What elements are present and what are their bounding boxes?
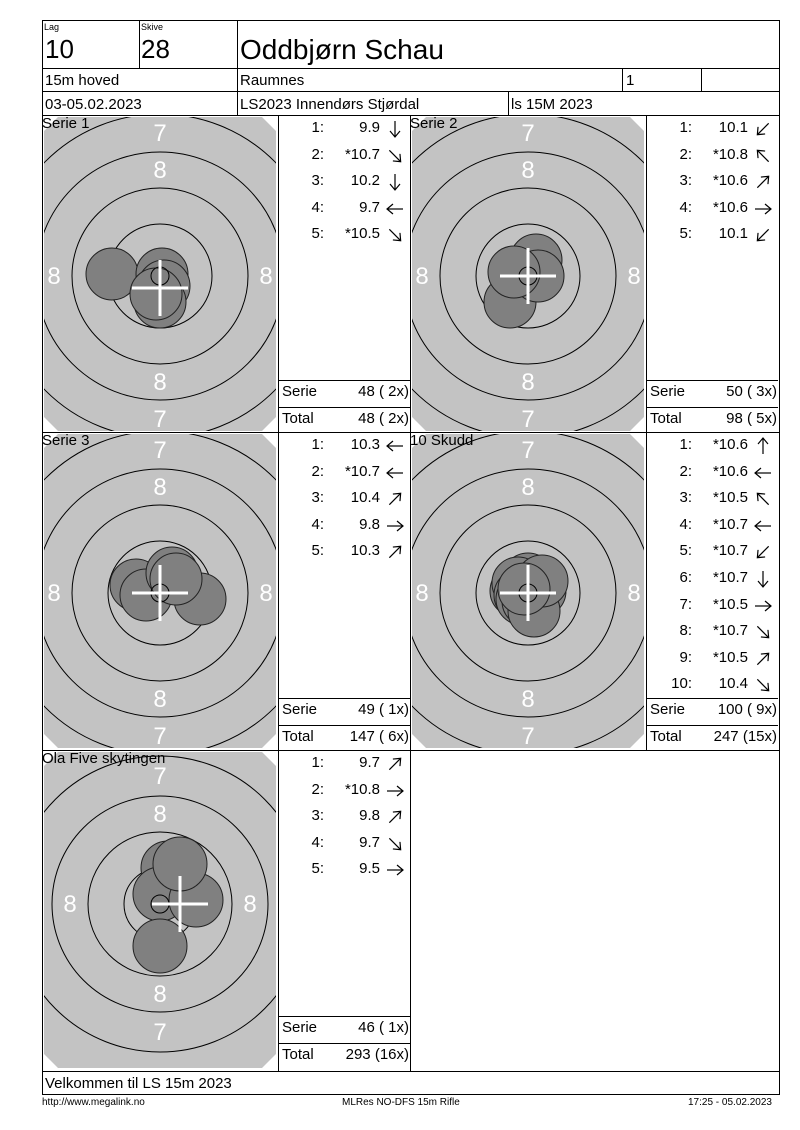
shot-score: 10.4 <box>718 675 748 693</box>
shot-row <box>280 225 412 251</box>
ring-number-label: 8 <box>627 580 641 607</box>
ring-number-label: 8 <box>153 686 167 713</box>
welcome-message: Velkommen til LS 15m 2023 <box>45 1075 232 1092</box>
shot-score: 9.7 <box>359 833 380 851</box>
shot-score: 9.5 <box>359 860 380 878</box>
direction-arrow-icon <box>384 781 406 801</box>
total-value: 293 (16x) <box>345 1046 409 1063</box>
ring-number-label: 8 <box>521 686 535 713</box>
direction-arrow-icon <box>384 860 406 880</box>
ring-number-label: 8 <box>415 580 429 607</box>
shot-row <box>648 596 780 622</box>
panel-title: Ola Five skytingen <box>42 750 166 767</box>
panel-title: Serie 1 <box>42 115 90 132</box>
direction-arrow-icon <box>752 436 774 456</box>
shot-score: *10.5 <box>344 225 380 243</box>
shot-row <box>648 436 780 462</box>
shot-score: *10.7 <box>344 462 380 480</box>
direction-arrow-icon <box>384 489 406 509</box>
shot-row <box>648 146 780 172</box>
ring-number-label: 7 <box>153 406 167 431</box>
lag-value: 10 <box>45 34 74 64</box>
direction-arrow-icon <box>752 596 774 616</box>
direction-arrow-icon <box>384 436 406 456</box>
serie-label: Serie <box>282 1019 318 1036</box>
event-date: 03-05.02.2023 <box>45 96 142 113</box>
total-row <box>647 410 779 436</box>
shot-number: 2: <box>311 462 324 480</box>
direction-arrow-icon <box>752 622 774 642</box>
total-value: 147 ( 6x) <box>349 728 409 745</box>
shot-number: 1: <box>311 436 324 453</box>
serie-value: 46 ( 1x) <box>358 1019 409 1036</box>
shot-number: 5: <box>311 860 324 878</box>
shot-row <box>280 834 412 860</box>
footer-system: MLRes NO-DFS 15m Rifle <box>342 1097 460 1108</box>
shot-score: 10.2 <box>350 172 380 190</box>
ring-number-label: 8 <box>63 891 77 918</box>
shot-number: 1: <box>679 119 692 136</box>
direction-arrow-icon <box>384 834 406 854</box>
serie-row <box>279 383 411 409</box>
shot-score: 9.9 <box>359 119 380 136</box>
shot-row <box>648 622 780 648</box>
direction-arrow-icon <box>752 225 774 245</box>
shot-score: 10.4 <box>350 489 380 507</box>
panel-title: 10 Skudd <box>410 432 474 449</box>
shot-number: 3: <box>311 172 324 190</box>
shot-score: 10.1 <box>718 225 748 243</box>
shot-number: 10: <box>671 675 692 693</box>
shot-row <box>648 225 780 251</box>
total-value: 48 ( 2x) <box>358 410 409 427</box>
panel-title: Serie 3 <box>42 432 90 449</box>
ring-number-label: 7 <box>153 437 167 464</box>
shot-row <box>280 119 412 145</box>
total-row <box>279 410 411 436</box>
competition-name: ls 15M 2023 <box>511 96 593 113</box>
direction-arrow-icon <box>384 807 406 827</box>
shot-hole <box>498 563 550 615</box>
shot-row <box>648 569 780 595</box>
shot-score: *10.6 <box>712 172 748 190</box>
skive-label: Skive <box>141 22 164 32</box>
shot-number: 1: <box>311 754 324 771</box>
club-name: Raumnes <box>240 72 305 89</box>
ring-number-label: 7 <box>153 1019 167 1046</box>
shot-score: *10.5 <box>712 489 748 507</box>
shot-number: 5: <box>311 225 324 243</box>
ring-number-label: 7 <box>521 120 535 147</box>
shot-score: 10.3 <box>350 542 380 560</box>
event-name: LS2023 Innendørs Stjørdal <box>240 96 420 113</box>
shot-number: 8: <box>679 622 692 640</box>
target-1 <box>44 117 276 431</box>
shot-score: 10.1 <box>718 119 748 136</box>
direction-arrow-icon <box>752 516 774 536</box>
class-name: 15m hoved <box>45 72 120 89</box>
shot-row <box>280 489 412 515</box>
shot-score: *10.6 <box>712 462 748 480</box>
lag-label: Lag <box>44 22 60 32</box>
shot-score: *10.7 <box>712 569 748 586</box>
serie-row <box>279 1019 411 1045</box>
shot-row <box>280 436 412 462</box>
total-row <box>279 1046 411 1072</box>
direction-arrow-icon <box>752 489 774 509</box>
ring-number-label: 7 <box>153 723 167 748</box>
shot-number: 5: <box>679 225 692 243</box>
direction-arrow-icon <box>384 542 406 562</box>
serie-value: 48 ( 2x) <box>358 383 409 400</box>
shot-row <box>280 199 412 225</box>
shot-score: *10.5 <box>712 648 748 666</box>
shot-row <box>280 172 412 198</box>
shot-number: 5: <box>679 542 692 560</box>
serie-label: Serie <box>650 701 686 718</box>
total-row <box>279 728 411 754</box>
serie-value: 100 ( 9x) <box>717 701 777 718</box>
series-summary <box>647 698 778 751</box>
serie-row <box>647 701 779 727</box>
shot-score: *10.7 <box>712 515 748 533</box>
shot-score: 10.3 <box>350 436 380 453</box>
direction-arrow-icon <box>384 119 406 139</box>
shot-row <box>648 172 780 198</box>
shot-number: 4: <box>679 515 692 533</box>
shot-number: 2: <box>679 462 692 480</box>
ring-number-label: 8 <box>153 369 167 396</box>
shot-score: 9.7 <box>359 198 380 216</box>
shot-row <box>280 516 412 542</box>
serie-value: 49 ( 1x) <box>358 701 409 718</box>
panel-title: Serie 2 <box>410 115 458 132</box>
direction-arrow-icon <box>384 225 406 245</box>
shooter-name: Oddbjørn Schau <box>240 34 444 65</box>
ring-number-label: 8 <box>259 580 273 607</box>
ring-number-label: 7 <box>153 120 167 147</box>
ring-number-label: 8 <box>259 263 273 290</box>
shot-number: 4: <box>311 198 324 216</box>
total-value: 98 ( 5x) <box>726 410 777 427</box>
direction-arrow-icon <box>384 516 406 536</box>
round-number: 1 <box>626 72 635 89</box>
ring-number-label: 8 <box>153 157 167 184</box>
direction-arrow-icon <box>752 463 774 483</box>
total-label: Total <box>282 728 314 745</box>
shot-row <box>280 754 412 780</box>
direction-arrow-icon <box>752 146 774 166</box>
shot-number: 3: <box>311 807 324 825</box>
direction-arrow-icon <box>752 172 774 192</box>
shot-number: 4: <box>311 515 324 533</box>
series-summary <box>279 380 410 433</box>
shot-row <box>280 860 412 886</box>
ring-number-label: 8 <box>47 263 61 290</box>
shot-score: 9.8 <box>359 807 380 825</box>
shot-number: 3: <box>679 172 692 190</box>
shot-row <box>648 649 780 675</box>
shot-row <box>280 463 412 489</box>
total-value: 247 (15x) <box>713 728 777 745</box>
shot-number: 6: <box>679 569 692 586</box>
shot-hole <box>488 246 540 298</box>
ring-number-label: 8 <box>243 891 257 918</box>
serie-label: Serie <box>282 701 318 718</box>
shot-score: *10.6 <box>712 436 748 453</box>
series-summary <box>647 380 778 433</box>
ring-number-label: 7 <box>521 406 535 431</box>
target-5 <box>44 752 276 1068</box>
ring-number-label: 8 <box>153 801 167 828</box>
shot-row <box>280 146 412 172</box>
shot-row <box>648 199 780 225</box>
footer-url[interactable]: http://www.megalink.no <box>42 1097 145 1108</box>
ring-number-label: 7 <box>521 437 535 464</box>
shot-row <box>648 119 780 145</box>
shot-hole <box>150 553 202 605</box>
shot-number: 4: <box>679 198 692 216</box>
direction-arrow-icon <box>384 146 406 166</box>
shot-score: *10.7 <box>712 542 748 560</box>
serie-value: 50 ( 3x) <box>726 383 777 400</box>
shot-row <box>648 542 780 568</box>
ring-number-label: 7 <box>153 763 167 790</box>
shot-number: 2: <box>679 145 692 163</box>
ring-number-label: 8 <box>415 263 429 290</box>
skive-value: 28 <box>141 34 170 64</box>
shot-number: 1: <box>679 436 692 453</box>
total-label: Total <box>282 1046 314 1063</box>
shot-score: *10.5 <box>712 595 748 613</box>
shot-number: 3: <box>311 489 324 507</box>
ring-number-label: 8 <box>627 263 641 290</box>
target-4 <box>412 434 644 748</box>
series-summary <box>279 1016 410 1069</box>
total-label: Total <box>282 410 314 427</box>
direction-arrow-icon <box>384 754 406 774</box>
shot-score: *10.8 <box>712 145 748 163</box>
shot-number: 2: <box>311 145 324 163</box>
serie-label: Serie <box>282 383 318 400</box>
shot-number: 4: <box>311 833 324 851</box>
shot-number: 2: <box>311 780 324 798</box>
shot-score: *10.7 <box>344 145 380 163</box>
shot-row <box>280 781 412 807</box>
ring-number-label: 8 <box>47 580 61 607</box>
ring-number-label: 8 <box>153 981 167 1008</box>
series-summary <box>279 698 410 751</box>
shot-row <box>648 463 780 489</box>
shot-score: *10.8 <box>344 780 380 798</box>
direction-arrow-icon <box>752 119 774 139</box>
direction-arrow-icon <box>752 569 774 589</box>
ring-number-label: 8 <box>521 157 535 184</box>
total-label: Total <box>650 728 682 745</box>
shot-number: 3: <box>679 489 692 507</box>
shot-number: 9: <box>679 648 692 666</box>
direction-arrow-icon <box>384 463 406 483</box>
shot-score: 9.8 <box>359 515 380 533</box>
direction-arrow-icon <box>752 649 774 669</box>
direction-arrow-icon <box>752 199 774 219</box>
direction-arrow-icon <box>752 542 774 562</box>
direction-arrow-icon <box>384 199 406 219</box>
direction-arrow-icon <box>752 675 774 695</box>
shot-hole <box>130 268 182 320</box>
shot-row <box>280 807 412 833</box>
shot-number: 7: <box>679 595 692 613</box>
direction-arrow-icon <box>384 172 406 192</box>
total-row <box>647 728 779 754</box>
shot-number: 5: <box>311 542 324 560</box>
shot-score: *10.7 <box>712 622 748 640</box>
ring-number-label: 8 <box>153 474 167 501</box>
ring-number-label: 7 <box>521 723 535 748</box>
target-2 <box>412 117 644 431</box>
shot-score: *10.6 <box>712 198 748 216</box>
serie-row <box>647 383 779 409</box>
footer-timestamp: 17:25 - 05.02.2023 <box>688 1097 772 1108</box>
shot-score: 9.7 <box>359 754 380 771</box>
ring-number-label: 8 <box>521 474 535 501</box>
total-label: Total <box>650 410 682 427</box>
serie-row <box>279 701 411 727</box>
serie-label: Serie <box>650 383 686 400</box>
ring-number-label: 8 <box>521 369 535 396</box>
shot-row <box>648 516 780 542</box>
shot-row <box>280 542 412 568</box>
shot-number: 1: <box>311 119 324 136</box>
shot-row <box>648 489 780 515</box>
target-3 <box>44 434 276 748</box>
